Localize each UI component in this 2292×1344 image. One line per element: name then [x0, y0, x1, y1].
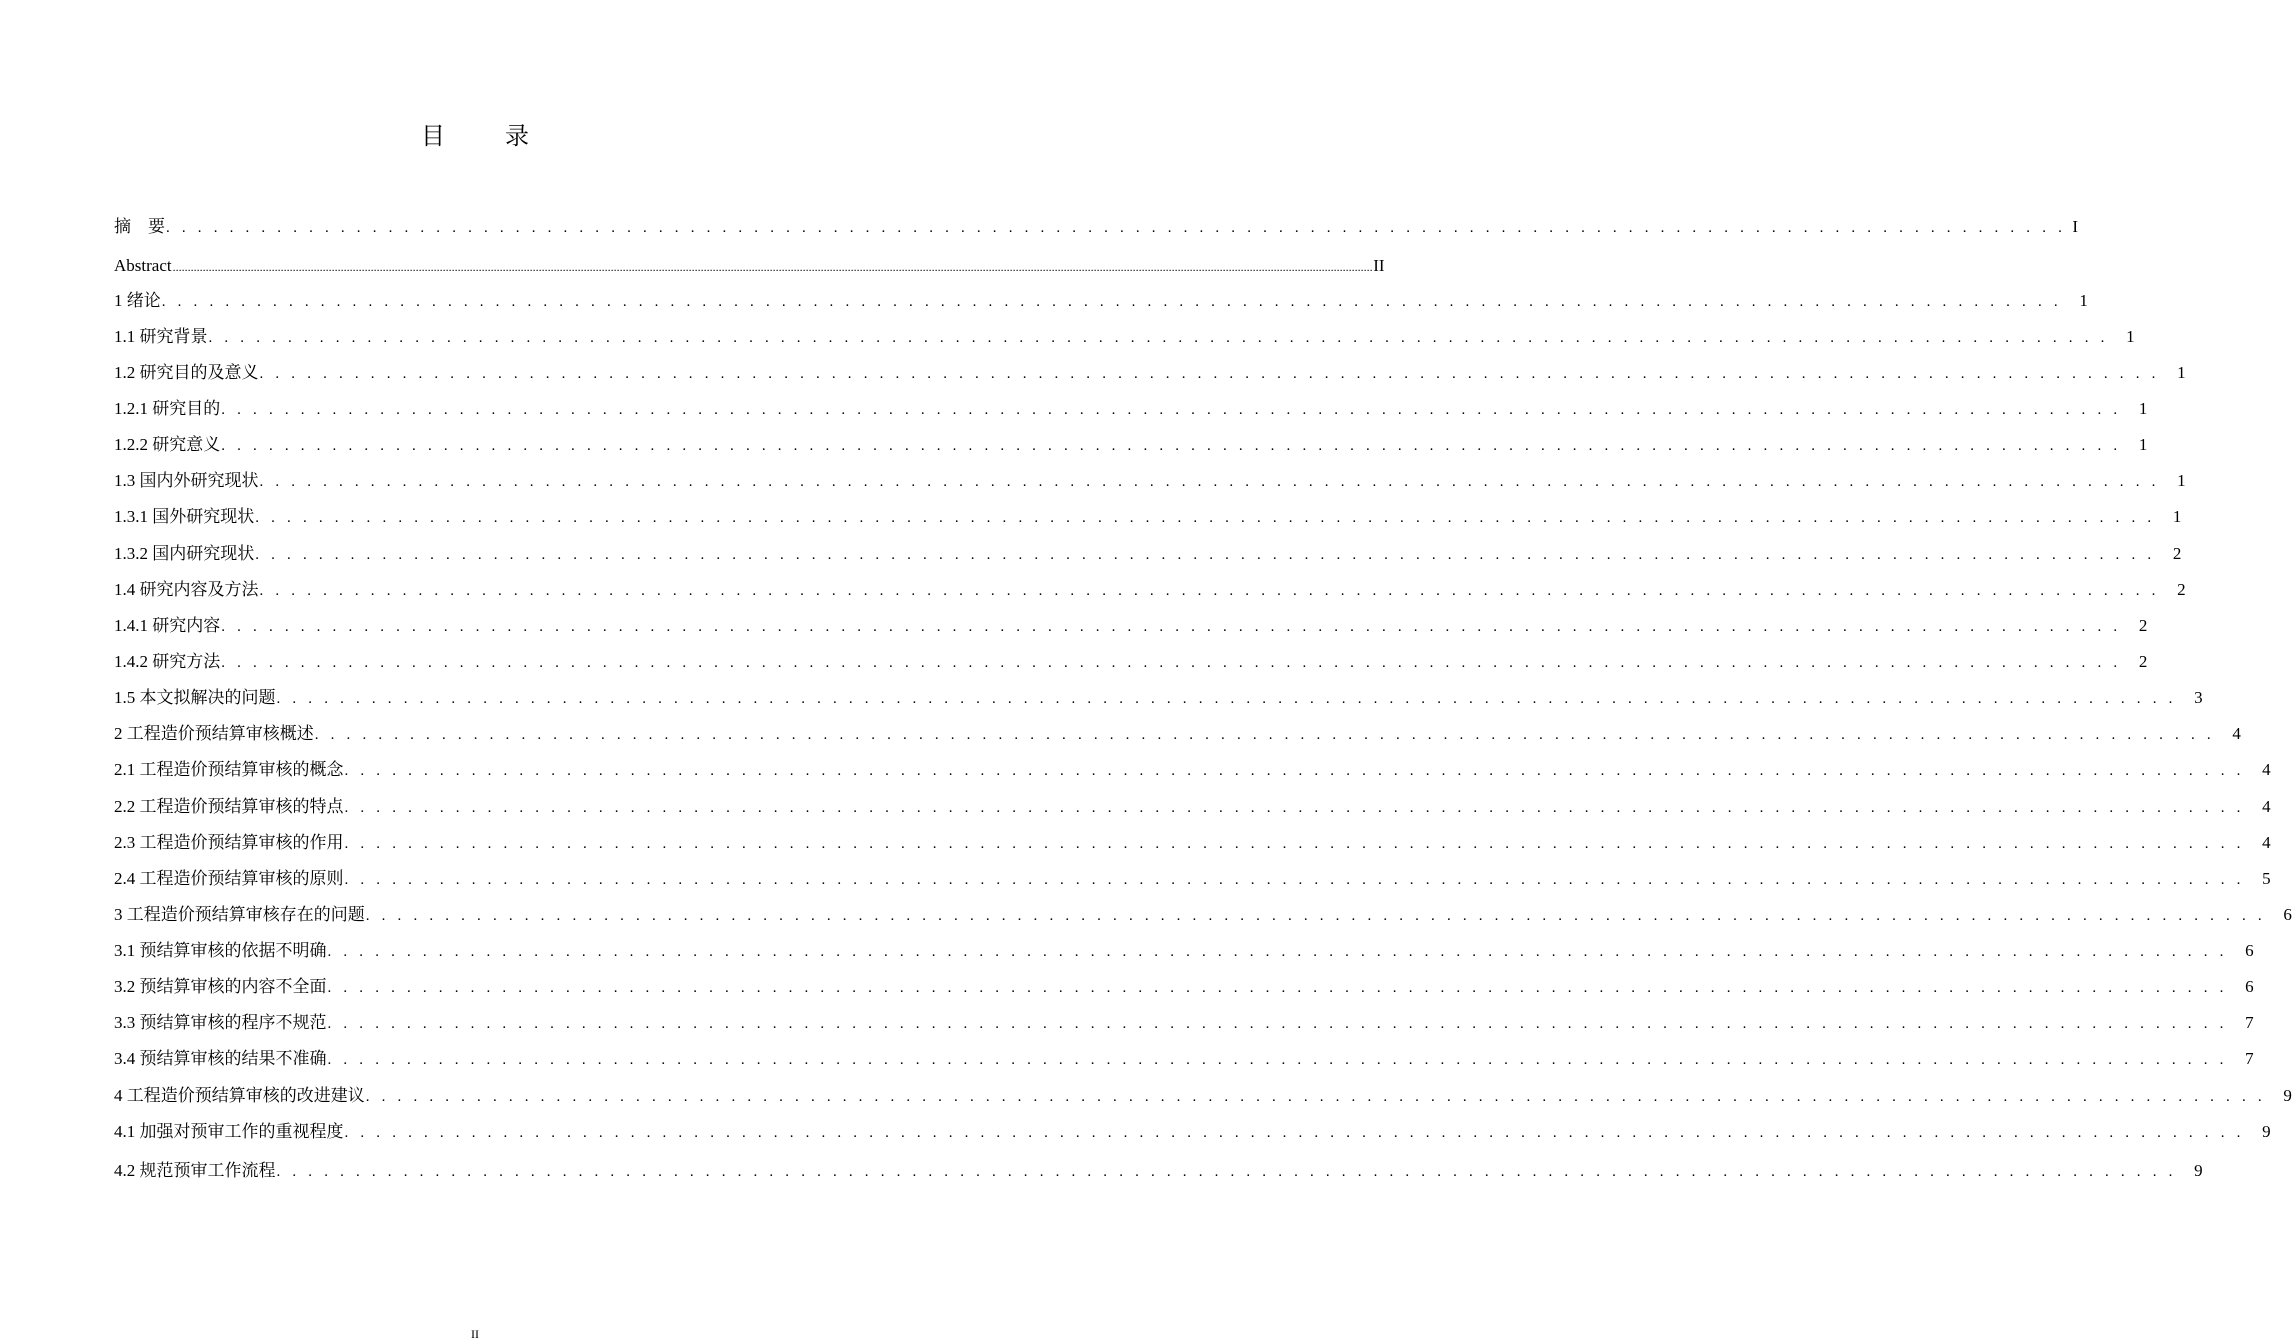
toc-entry[interactable]	[114, 289, 2088, 313]
toc-entry-page-number: 7	[2245, 1049, 2254, 1068]
toc-entry-label: 4.1 加强对预审工作的重视程度	[114, 1122, 344, 1141]
toc-entry[interactable]	[114, 397, 2148, 421]
toc-entry[interactable]	[114, 1047, 2254, 1071]
toc-dot-leader: . . . . . . . . . . . . . . . . . . . . . . . . . . . . . . . . . . . . . . . . . . . . . . . . . . . . . . . . . . . . . . . . . . . . . . . . . . . . . . . . . . . . . . . . . . . . . . . . . . . . . . . . . . . . . . . . . . . . . . . .	[344, 836, 2245, 852]
toc-entry-label: 3.3 预结算审核的程序不规范	[114, 1013, 327, 1032]
toc-entry-label: 1.2.1 研究目的	[114, 399, 221, 418]
toc-entry[interactable]	[114, 831, 2271, 855]
toc-entry-label: 1.3 国内外研究现状	[114, 471, 259, 490]
toc-entry-page-number: 1	[2177, 471, 2186, 490]
toc-entry-label: 1.4 研究内容及方法	[114, 580, 259, 599]
toc-dot-leader: . . . . . . . . . . . . . . . . . . . . . . . . . . . . . . . . . . . . . . . . . . . . . . . . . . . . . . . . . . . . . . . . . . . . . . . . . . . . . . . . . . . . . . . . . . . . . . . . . . . . . . . . . . . . . . . . . . . . . . . .	[344, 763, 2245, 779]
toc-entry-label: 1.1 研究背景	[114, 327, 208, 346]
toc-entry[interactable]	[114, 795, 2271, 819]
toc-entry[interactable]	[114, 578, 2186, 602]
toc-entry-page-number: 9	[2262, 1122, 2271, 1141]
toc-entry-label: 2 工程造价预结算审核概述	[114, 724, 314, 743]
toc-entry-page-number: 3	[2194, 688, 2203, 707]
toc-entry-page-number: 1	[2079, 291, 2088, 310]
toc-dot-leader: . . . . . . . . . . . . . . . . . . . . . . . . . . . . . . . . . . . . . . . . . . . . . . . . . . . . . . . . . . . . . . . . . . . . . . . . . . . . . . . . . . . . . . . . . . . . . . . . . . . . . . . . . . . . . . . . . . . . . . . .	[327, 980, 2228, 996]
toc-entry-page-number: II	[1373, 256, 1385, 275]
toc-dot-leader: . . . . . . . . . . . . . . . . . . . . . . . . . . . . . . . . . . . . . . . . . . . . . . . . . . . . . . . . . . . . . . . . . . . . . . . . . . . . . . . . . . . . . . . . . . . . . . . . . . . . . . . . . . . . . . . . . . . . . . . .	[344, 1125, 2245, 1141]
toc-dot-leader: . . . . . . . . . . . . . . . . . . . . . . . . . . . . . . . . . . . . . . . . . . . . . . . . . . . . . . . . . . . . . . . . . . . . . . . . . . . . . . . . . . . . . . . . . . . . . . . . . . . . . . . . . . . . . . . . . . . . . . . .	[221, 619, 2122, 635]
toc-entry[interactable]	[114, 614, 2148, 638]
toc-entry-page-number: 1	[2126, 327, 2135, 346]
toc-entry-label: 1.5 本文拟解决的问题	[114, 688, 276, 707]
toc-dot-leader: . . . . . . . . . . . . . . . . . . . . . . . . . . . . . . . . . . . . . . . . . . . . . . . . . . . . . . . . . . . . . . . . . . . . . . . . . . . . . . . . . . . . . . . . . . . . . . . . . . . . . . . . . . . . . . . . . . . . . . . .	[255, 510, 2156, 526]
toc-entry[interactable]	[114, 1084, 2292, 1108]
toc-entry-page-number: 1	[2172, 507, 2182, 526]
toc-entry-page-number: 2	[2177, 580, 2186, 599]
toc-entry-page-number: 2	[2138, 616, 2148, 635]
toc-entry-label: 2.1 工程造价预结算审核的概念	[114, 760, 344, 779]
toc-entry-page-number: 1	[2138, 435, 2148, 454]
toc-dot-leader: . . . . . . . . . . . . . . . . . . . . . . . . . . . . . . . . . . . . . . . . . . . . . . . . . . . . . . . . . . . . . . . . . . . . . . . . . . . . . . . . . . . . . . . . . . . . . . . . . . . . . . . . . . . . . . . . . . . . . . . .	[365, 908, 2266, 924]
toc-dot-leader: . . . . . . . . . . . . . . . . . . . . . . . . . . . . . . . . . . . . . . . . . . . . . . . . . . . . . . . . . . . . . . . . . . . . . . . . . . . . . . . . . . . . . . . . . . . . . . . . . . . . . . . . . . . . . . . . . . . . . . . .	[344, 800, 2245, 816]
toc-dot-leader: . . . . . . . . . . . . . . . . . . . . . . . . . . . . . . . . . . . . . . . . . . . . . . . . . . . . . . . . . . . . . . . . . . . . . . . . . . . . . . . . . . . . . . . . . . . . . . . . . . . . . . . . . . . . . . . . . . . . . . . .	[259, 366, 2160, 382]
toc-entry[interactable]	[114, 361, 2186, 385]
toc-dot-leader: . . . . . . . . . . . . . . . . . . . . . . . . . . . . . . . . . . . . . . . . . . . . . . . . . . . . . . . . . . . . . . . . . . . . . . . . . . . . . . . . . . . . . . . . . . . . . . . . . . . . . . . . . . . . . . . . . . . . . . . .	[344, 872, 2245, 888]
toc-entry-label: 1.4.2 研究方法	[114, 652, 221, 671]
toc-entry[interactable]	[114, 469, 2186, 493]
toc-dot-leader: . . . . . . . . . . . . . . . . . . . . . . . . . . . . . . . . . . . . . . . . . . . . . . . . . . . . . . . . . . . . . . . . . . . . . . . . . . . . . . . . . . . . . . . . . . . . . . . . . . . . . . . . . . . . . . . . . . . . . . . .	[276, 1164, 2177, 1180]
toc-entry-page-number: 9	[2194, 1161, 2203, 1180]
toc-dot-leader: . . . . . . . . . . . . . . . . . . . . . . . . . . . . . . . . . . . . . . . . . . . . . . . . . . . . . . . . . . . . . . . . . . . . . . . . . . . . . . . . . . . . . . . . . . . . . . . . . . . . . . . . . . . . . . . . . . . . . . . .	[327, 944, 2228, 960]
toc-entry[interactable]	[114, 1120, 2271, 1144]
toc-entry-label: 2.3 工程造价预结算审核的作用	[114, 833, 344, 852]
toc-entry-label: 1.3.2 国内研究现状	[114, 544, 255, 563]
toc-entry-label: 3.2 预结算审核的内容不全面	[114, 977, 327, 996]
toc-dot-leader: . . . . . . . . . . . . . . . . . . . . . . . . . . . . . . . . . . . . . . . . . . . . . . . . . . . . . . . . . . . . . . . . . . . . . . . . . . . . . . . . . . . . . . . . . . . . . . . . . . . . . . . . . . . . . . . . . . . . . . . .	[221, 438, 2122, 454]
toc-entry[interactable]	[114, 542, 2182, 566]
toc-dot-leader: . . . . . . . . . . . . . . . . . . . . . . . . . . . . . . . . . . . . . . . . . . . . . . . . . . . . . . . . . . . . . . . . . . . . . . . . . . . . . . . . . . . . . . . . . . . . . . . . . . . . . . . . . . . . . . . . . . . . . . . .	[255, 547, 2156, 563]
toc-dot-leader: . . . . . . . . . . . . . . . . . . . . . . . . . . . . . . . . . . . . . . . . . . . . . . . . . . . . . . . . . . . . . . . . . . . . . . . . . . . . . . . . . . . . . . . . . . . . . . . . . . . . . . . . . . . . . . . . . . . . . . . .	[314, 727, 2215, 743]
toc-dot-leader: . . . . . . . . . . . . . . . . . . . . . . . . . . . . . . . . . . . . . . . . . . . . . . . . . . . . . . . . . . . . . . . . . . . . . . . . . . . . . . . . . . . . . . . . . . . . . . . . . . . . . . . . . . . . . . . . . . . . . . . .	[161, 294, 2062, 310]
toc-dot-leader: . . . . . . . . . . . . . . . . . . . . . . . . . . . . . . . . . . . . . . . . . . . . . . . . . . . . . . . . . . . . . . . . . . . . . . . . . . . . . . . . . . . . . . . . . . . . . . . . . . . . . . . . . . . . . . . . . . . . . . . .	[327, 1016, 2228, 1032]
toc-entry-page-number: I	[2072, 217, 2079, 236]
toc-entry[interactable]	[114, 939, 2254, 963]
toc-entry-page-number: 9	[2283, 1086, 2292, 1105]
toc-entry-label: 2.4 工程造价预结算审核的原则	[114, 869, 344, 888]
toc-entry-label: 2.2 工程造价预结算审核的特点	[114, 797, 344, 816]
toc-entry-label: 1.2.2 研究意义	[114, 435, 221, 454]
toc-entry[interactable]	[114, 433, 2148, 457]
toc-entry-page-number: 4	[2262, 760, 2271, 779]
toc-entry[interactable]	[114, 1011, 2254, 1035]
toc-entry[interactable]	[114, 215, 2079, 239]
toc-entry-label: 4.2 规范预审工作流程	[114, 1161, 276, 1180]
page-title: 目 录	[421, 124, 547, 150]
toc-entry-label: Abstract	[114, 256, 172, 275]
toc-entry-page-number: 6	[2245, 977, 2254, 996]
toc-entry[interactable]	[114, 505, 2182, 529]
footer-page-number: II	[471, 1327, 479, 1341]
toc-entry-page-number: 6	[2283, 905, 2292, 924]
toc-entry[interactable]	[114, 686, 2203, 710]
toc-entry-page-number: 1	[2138, 399, 2148, 418]
toc-entry-page-number: 5	[2262, 869, 2271, 888]
toc-dot-leader: . . . . . . . . . . . . . . . . . . . . . . . . . . . . . . . . . . . . . . . . . . . . . . . . . . . . . . . . . . . . . . . . . . . . . . . . . . . . . . . . . . . . . . . . . . . . . . . . . . . . . . . . . . . . . . . . . . . . . . . .	[327, 1052, 2228, 1068]
toc-entry-page-number: 2	[2138, 652, 2148, 671]
toc-dot-leader: . . . . . . . . . . . . . . . . . . . . . . . . . . . . . . . . . . . . . . . . . . . . . . . . . . . . . . . . . . . . . . . . . . . . . . . . . . . . . . . . . . . . . . . . . . . . . . . . . . . . . . . . . . . . . . . . . . . . . . . .	[166, 220, 2067, 236]
toc-entry-page-number: 2	[2172, 544, 2182, 563]
toc-dot-leader: . . . . . . . . . . . . . . . . . . . . . . . . . . . . . . . . . . . . . . . . . . . . . . . . . . . . . . . . . . . . . . . . . . . . . . . . . . . . . . . . . . . . . . . . . . . . . . . . . . . . . . . . . . . . . . . . . . . . . . . .	[259, 583, 2160, 599]
toc-entry[interactable]	[114, 1159, 2203, 1183]
toc-entry-page-number: 1	[2177, 363, 2186, 382]
toc-entry-label: 4 工程造价预结算审核的改进建议	[114, 1086, 365, 1105]
toc-entry-label: 3 工程造价预结算审核存在的问题	[114, 905, 365, 924]
toc-dot-leader: . . . . . . . . . . . . . . . . . . . . . . . . . . . . . . . . . . . . . . . . . . . . . . . . . . . . . . . . . . . . . . . . . . . . . . . . . . . . . . . . . . . . . . . . . . . . . . . . . . . . . . . . . . . . . . . . . . . . . . . .	[365, 1089, 2266, 1105]
toc-entry[interactable]	[114, 758, 2271, 782]
toc-entry-label: 1.4.1 研究内容	[114, 616, 221, 635]
toc-entry-label: 1 绪论	[114, 291, 161, 310]
toc-entry-page-number: 4	[2232, 724, 2241, 743]
toc-dot-leader: . . . . . . . . . . . . . . . . . . . . . . . . . . . . . . . . . . . . . . . . . . . . . . . . . . . . . . . . . . . . . . . . . . . . . . . . . . . . . . . . . . . . . . . . . . . . . . . . . . . . . . . . . . . . . . . . . . . . . . . .	[259, 474, 2160, 490]
toc-entry[interactable]	[114, 867, 2271, 891]
toc-entry-label: 3.1 预结算审核的依据不明确	[114, 941, 327, 960]
toc-entry-label: 摘 要	[114, 217, 165, 236]
toc-entry[interactable]	[114, 722, 2241, 746]
toc-entry[interactable]	[114, 903, 2292, 927]
toc-entry[interactable]	[114, 254, 1385, 278]
toc-dot-leader: . . . . . . . . . . . . . . . . . . . . . . . . . . . . . . . . . . . . . . . . . . . . . . . . . . . . . . . . . . . . . . . . . . . . . . . . . . . . . . . . . . . . . . . . . . . . . . . . . . . . . . . . . . . . . . . . . . . . . . . .	[221, 402, 2122, 418]
toc-dot-leader: . . . . . . . . . . . . . . . . . . . . . . . . . . . . . . . . . . . . . . . . . . . . . . . . . . . . . . . . . . . . . . . . . . . . . . . . . . . . . . . . . . . . . . . . . . . . . . . . . . . . . . . . . . . . . . . . . . . . . . . .	[208, 330, 2109, 346]
toc-entry-label: 1.2 研究目的及意义	[114, 363, 259, 382]
toc-entry[interactable]	[114, 650, 2148, 674]
toc-dot-leader: . . . . . . . . . . . . . . . . . . . . . . . . . . . . . . . . . . . . . . . . . . . . . . . . . . . . . . . . . . . . . . . . . . . . . . . . . . . . . . . . . . . . . . . . . . . . . . . . . . . . . . . . . . . . . . . . . . . . . . . .	[221, 655, 2122, 671]
toc-entry-page-number: 6	[2245, 941, 2254, 960]
toc-entry[interactable]	[114, 325, 2135, 349]
toc-entry-label: 1.3.1 国外研究现状	[114, 507, 255, 526]
toc-dot-leader: ................................................................................................................................................................................................................................................................................................................................................................................................................	[172, 260, 1373, 274]
toc-entry-page-number: 7	[2245, 1013, 2254, 1032]
toc-entry-page-number: 4	[2262, 833, 2271, 852]
toc-dot-leader: . . . . . . . . . . . . . . . . . . . . . . . . . . . . . . . . . . . . . . . . . . . . . . . . . . . . . . . . . . . . . . . . . . . . . . . . . . . . . . . . . . . . . . . . . . . . . . . . . . . . . . . . . . . . . . . . . . . . . . . .	[276, 691, 2177, 707]
toc-entry[interactable]	[114, 975, 2254, 999]
toc-entry-page-number: 4	[2262, 797, 2271, 816]
toc-entry-label: 3.4 预结算审核的结果不准确	[114, 1049, 327, 1068]
